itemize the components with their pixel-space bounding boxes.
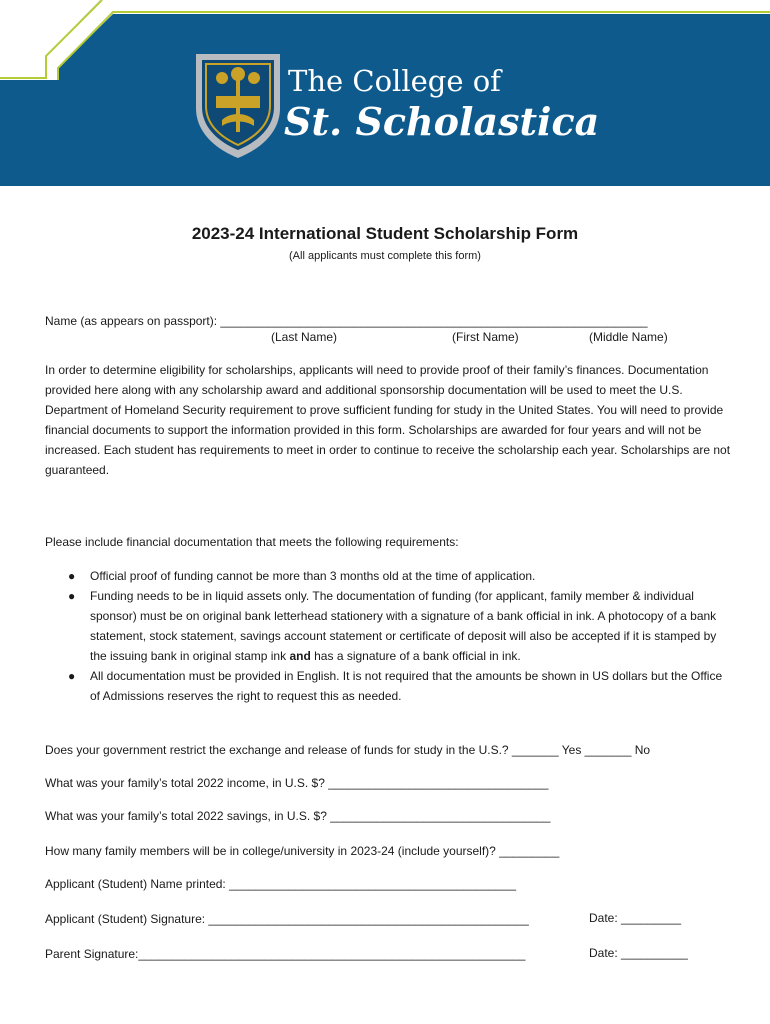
bullet-text-2b: has a signature of a bank official in ink.: [310, 649, 521, 663]
bullet-text-2a: Funding needs to be in liquid assets only. The documentation of funding (for applicant, family member & individual sponsor) must be on original bank letterhead stationery with a signature of a bank official in ink. A photocopy of a bank statement, stock statement, savings account statement or certificate of deposit will also be accepted if it is stamped by the issuing bank in original stamp ink: [90, 589, 717, 663]
income-question[interactable]: What was your family’s total 2022 income, in U.S. $? _________________________________: [45, 776, 549, 790]
applicant-signature-field[interactable]: Applicant (Student) Signature: ________________________________________________: [45, 912, 529, 926]
crest-icon: [192, 50, 284, 160]
form-title: 2023-24 International Student Scholarship Form: [191, 224, 579, 243]
savings-question[interactable]: What was your family’s total 2022 savings, in U.S. $? _________________________________: [45, 809, 551, 823]
parent-date-field[interactable]: Date: __________: [589, 946, 688, 960]
header-banner: [0, 0, 770, 186]
requirements-list: [45, 566, 735, 706]
applicant-date-field[interactable]: Date: _________: [589, 911, 682, 925]
bullet-icon: ●: [68, 589, 76, 603]
intro-paragraph: In order to determine eligibility for scholarships, applicants will need to provide proof of their family’s finances. Documentation provided here along with any scholarship award and additional sponsorship documentation will be used to meet the U.S. Department of Homeland Security requirement to prove sufficient funding for study in the United States. You will need to provide financial documents to support the information provided in this form. Scholarships are awarded for four years and will not be increased. Each student has requirements to meet in order to continue to receive the scholarship each year. Scholarships are not guaranteed.: [45, 363, 731, 477]
first-name-label: (First Name): [452, 330, 519, 344]
funds-restriction-question[interactable]: Does your government restrict the exchange and release of funds for study in the U.S.? _______ Yes _______ No: [45, 743, 651, 757]
list-item: [45, 586, 735, 666]
requirements-intro: Please include financial documentation that meets the following requirements:: [45, 535, 459, 549]
name-field[interactable]: Name (as appears on passport): ________________________________________________________________: [45, 314, 648, 328]
last-name-label: (Last Name): [271, 330, 338, 344]
bullet-text-1: Official proof of funding cannot be more than 3 months old at the time of application.: [90, 569, 536, 583]
bullet-icon: ●: [68, 569, 76, 583]
list-item: [45, 666, 735, 706]
applicant-name-field[interactable]: Applicant (Student) Name printed: ___________________________________________: [45, 877, 517, 891]
bullet-bold-and: and: [289, 649, 311, 663]
bullet-text-3: All documentation must be provided in English. It is not required that the amounts be shown in US dollars but the Office of Admissions reserves the right to request this as needed.: [90, 669, 723, 703]
bullet-icon: ●: [68, 669, 76, 683]
parent-signature-field[interactable]: Parent Signature:__________________________________________________________: [45, 947, 526, 961]
logo-line-1: The College of: [288, 64, 501, 98]
family-members-question[interactable]: How many family members will be in college/university in 2023-24 (include yourself)? _________: [45, 844, 560, 858]
logo-line-2: St. Scholastica: [284, 99, 600, 144]
middle-name-label: (Middle Name): [589, 330, 668, 344]
list-item: [45, 566, 735, 586]
form-subtitle: (All applicants must complete this form): [289, 250, 481, 262]
